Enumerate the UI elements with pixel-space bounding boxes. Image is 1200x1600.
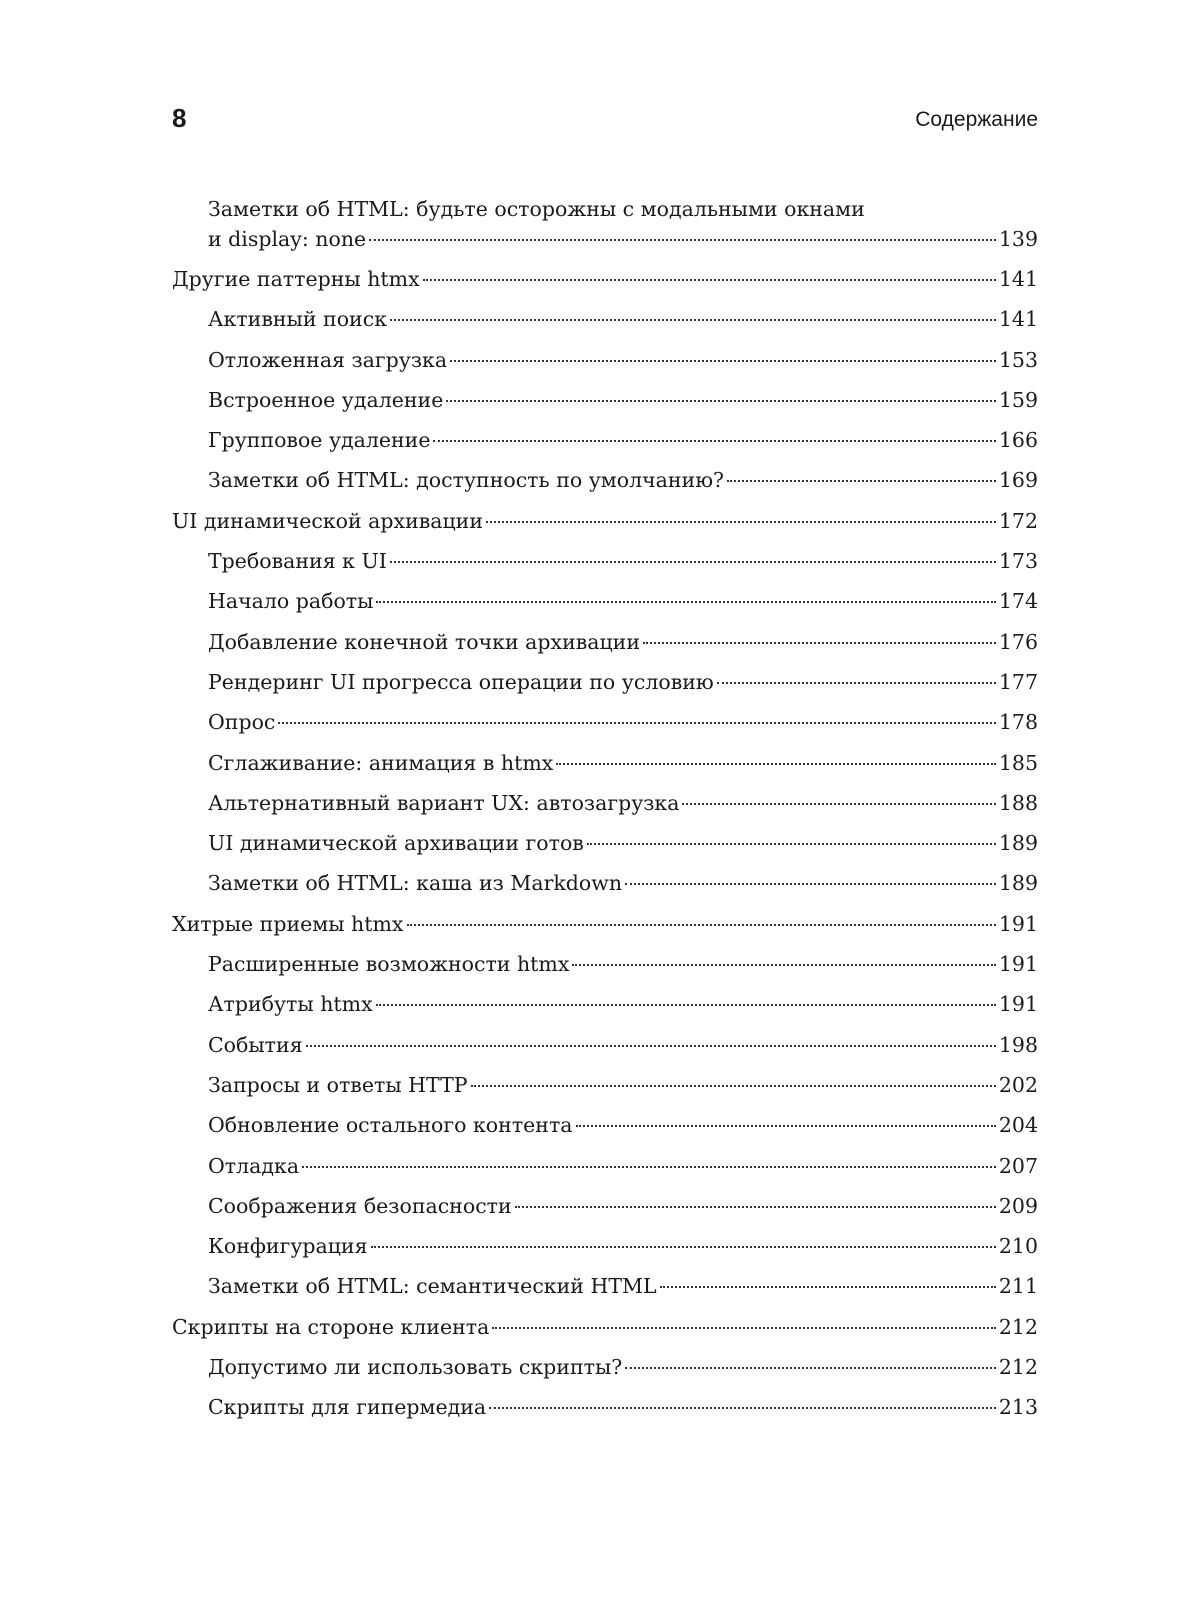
toc-entry-row: [208, 304, 1038, 334]
dot-leader: [471, 1085, 996, 1087]
dot-leader: [278, 722, 995, 724]
dot-leader: [625, 883, 996, 885]
toc-entry-row: [208, 667, 1038, 697]
toc-entry-title: Скрипты на стороне клиента: [172, 1314, 490, 1339]
toc-entry-page-number: 210: [998, 1234, 1038, 1259]
toc-entry-page-number: 159: [998, 387, 1038, 412]
toc-entry-title: Допустимо ли использовать скрипты?: [208, 1355, 623, 1380]
toc-entry-row: [208, 345, 1038, 375]
dot-leader: [572, 964, 995, 966]
dot-leader: [576, 1125, 996, 1127]
toc-entry-page-number: 169: [998, 468, 1038, 493]
toc-entry-row: [208, 1271, 1038, 1301]
dot-leader: [643, 642, 996, 644]
toc-entry-page-number: 202: [998, 1072, 1038, 1097]
toc-entry-page-number: 166: [998, 428, 1038, 453]
toc-entry-row: [208, 627, 1038, 657]
toc-entry: [208, 465, 1038, 505]
dot-leader: [682, 803, 995, 805]
toc-entry: [208, 1191, 1038, 1231]
dot-leader: [433, 440, 995, 442]
running-title: Содержание: [915, 108, 1038, 131]
toc-entry-title: Соображения безопасности: [208, 1193, 512, 1218]
dot-leader: [302, 1166, 996, 1168]
toc-entry-page-number: 189: [998, 831, 1038, 856]
toc-entry-page-number: 191: [998, 911, 1038, 936]
toc-entry: [208, 1110, 1038, 1150]
toc-entry: [208, 586, 1038, 626]
dot-leader: [492, 1327, 996, 1329]
toc-entry-page-number: 177: [998, 669, 1038, 694]
toc-entry: [172, 506, 1038, 546]
toc-entry-title: Начало работы: [208, 589, 374, 614]
toc-entry: [172, 264, 1038, 304]
dot-leader: [376, 601, 995, 603]
dot-leader: [660, 1286, 996, 1288]
toc-entry-page-number: 213: [998, 1395, 1038, 1420]
toc-entry-row: [208, 1030, 1038, 1060]
toc-entry-title: Альтернативный вариант UX: автозагрузка: [208, 790, 680, 815]
dot-leader: [587, 843, 996, 845]
toc-entry-page-number: 204: [998, 1113, 1038, 1138]
dot-leader: [376, 1004, 996, 1006]
toc-entry: [208, 385, 1038, 425]
toc-entry: [208, 949, 1038, 989]
toc-entry-row: [208, 1191, 1038, 1221]
toc-entry-page-number: 174: [998, 589, 1038, 614]
toc-entry: [208, 304, 1038, 344]
toc-entry-row: [208, 385, 1038, 415]
toc-entry-title: Обновление остального контента: [208, 1113, 573, 1138]
toc-entry-row: [208, 465, 1038, 495]
toc-entry-row: [208, 425, 1038, 455]
toc-entry-page-number: 141: [998, 307, 1038, 332]
toc-entry-page-number: 141: [998, 267, 1038, 291]
dot-leader: [407, 924, 996, 926]
toc-entry-title: Активный поиск: [208, 307, 388, 332]
toc-entry-page-number: 209: [998, 1193, 1038, 1218]
toc-entry: [172, 1312, 1038, 1352]
toc-entry-row: [208, 224, 1038, 254]
toc-entry-page-number: 153: [998, 347, 1038, 372]
toc-entry-page-number: 173: [998, 549, 1038, 574]
toc-entry-page-number: 185: [998, 750, 1038, 775]
toc-entry: [208, 546, 1038, 586]
toc-entry-page-number: 176: [998, 629, 1038, 654]
dot-leader: [446, 400, 996, 402]
toc-entry-page-number: 212: [998, 1314, 1038, 1339]
toc-entry: [208, 1352, 1038, 1392]
toc-entry-page-number: 211: [998, 1274, 1038, 1299]
toc-entry: [208, 425, 1038, 465]
toc-entry-title: Отладка: [208, 1153, 300, 1178]
toc-entry-title: UI динамической архивации: [172, 508, 484, 533]
toc-entry-title: События: [208, 1032, 303, 1057]
toc-entry-title-line1: Заметки об HTML: будьте осторожны с модальными окнами: [208, 197, 865, 221]
toc-entry-title: Сглаживание: анимация в htmx: [208, 750, 554, 775]
toc-entry-title: Заметки об HTML: доступность по умолчанию?: [208, 468, 725, 493]
table-of-contents: [172, 194, 1038, 1433]
toc-entry: [172, 909, 1038, 949]
toc-entry-page-number: 139: [998, 227, 1038, 251]
toc-entry-row: [208, 1070, 1038, 1100]
toc-entry-title: Рендеринг UI прогресса операции по условию: [208, 669, 714, 694]
toc-entry-row: [208, 1392, 1038, 1422]
toc-entry: [208, 627, 1038, 667]
toc-entry-title: Отложенная загрузка: [208, 347, 448, 372]
toc-entry-title: Другие паттерны htmx: [172, 267, 420, 291]
toc-entry-row: [208, 1231, 1038, 1261]
toc-entry-title: Хитрые приемы htmx: [172, 911, 404, 936]
dot-leader: [625, 1367, 996, 1369]
toc-entry-row: [208, 1110, 1038, 1140]
toc-entry: [208, 345, 1038, 385]
page-header: [172, 98, 1038, 138]
toc-entry-row: [208, 828, 1038, 858]
toc-entry-title: Запросы и ответы HTTP: [208, 1072, 468, 1097]
toc-entry-title: Конфигурация: [208, 1234, 368, 1259]
toc-entry-title: и display: none: [208, 227, 367, 251]
toc-entry: [208, 1392, 1038, 1432]
toc-entry-row: [172, 264, 1038, 294]
toc-entry: [208, 868, 1038, 908]
toc-entry-title: Встроенное удаление: [208, 387, 444, 412]
toc-entry-row: [208, 949, 1038, 979]
toc-entry: [208, 1271, 1038, 1311]
toc-entry-title: Заметки об HTML: каша из Markdown: [208, 871, 623, 896]
toc-entry: [208, 707, 1038, 747]
toc-entry-page-number: 189: [998, 871, 1038, 896]
toc-entry-title: Требования к UI: [208, 549, 387, 574]
toc-entry-row: [208, 546, 1038, 576]
toc-entry-title: Групповое удаление: [208, 428, 431, 453]
toc-entry-row: [172, 909, 1038, 939]
toc-entry-page-number: 191: [998, 992, 1038, 1017]
toc-entry: [208, 194, 1038, 264]
toc-entry: [208, 828, 1038, 868]
toc-entry: [208, 1231, 1038, 1271]
toc-entry: [208, 1070, 1038, 1110]
toc-entry-title: Опрос: [208, 710, 276, 735]
toc-entry-title: Скрипты для гипермедиа: [208, 1395, 487, 1420]
dot-leader: [390, 561, 996, 563]
toc-entry-row: [208, 989, 1038, 1019]
toc-entry-page-number: 207: [998, 1153, 1038, 1178]
toc-entry-title: Заметки об HTML: семантический HTML: [208, 1274, 657, 1299]
toc-entry-page-number: 178: [998, 710, 1038, 735]
dot-leader: [486, 521, 996, 523]
toc-entry: [208, 989, 1038, 1029]
toc-entry-row: [208, 868, 1038, 898]
toc-entry-title: UI динамической архивации готов: [208, 831, 584, 856]
toc-entry-row: [208, 1151, 1038, 1181]
toc-entry-row: [208, 788, 1038, 818]
toc-entry-row: [208, 748, 1038, 778]
dot-leader: [489, 1407, 996, 1409]
toc-entry-row: [172, 506, 1038, 536]
toc-entry-page-number: 188: [998, 790, 1038, 815]
toc-entry: [208, 788, 1038, 828]
dot-leader: [717, 682, 996, 684]
toc-entry-page-number: 172: [998, 508, 1038, 533]
dot-leader: [306, 1045, 996, 1047]
dot-leader: [369, 239, 996, 241]
toc-entry-title: Атрибуты htmx: [208, 992, 373, 1017]
dot-leader: [423, 279, 996, 281]
toc-entry-row: [208, 1352, 1038, 1382]
dot-leader: [371, 1246, 996, 1248]
toc-entry-row: [172, 1312, 1038, 1342]
page-number: 8: [172, 103, 187, 133]
toc-entry-page-number: 198: [998, 1032, 1038, 1057]
toc-entry-row: [208, 586, 1038, 616]
dot-leader: [727, 480, 996, 482]
toc-entry-page-number: 191: [998, 952, 1038, 977]
toc-entry: [208, 1030, 1038, 1070]
toc-entry: [208, 667, 1038, 707]
dot-leader: [515, 1206, 996, 1208]
dot-leader: [450, 360, 996, 362]
toc-entry-page-number: 212: [998, 1355, 1038, 1380]
dot-leader: [556, 763, 996, 765]
toc-entry-row: [208, 707, 1038, 737]
toc-entry-title: Добавление конечной точки архивации: [208, 629, 641, 654]
toc-entry-title: Расширенные возможности htmx: [208, 952, 570, 977]
toc-entry: [208, 1151, 1038, 1191]
toc-entry: [208, 748, 1038, 788]
dot-leader: [390, 319, 996, 321]
